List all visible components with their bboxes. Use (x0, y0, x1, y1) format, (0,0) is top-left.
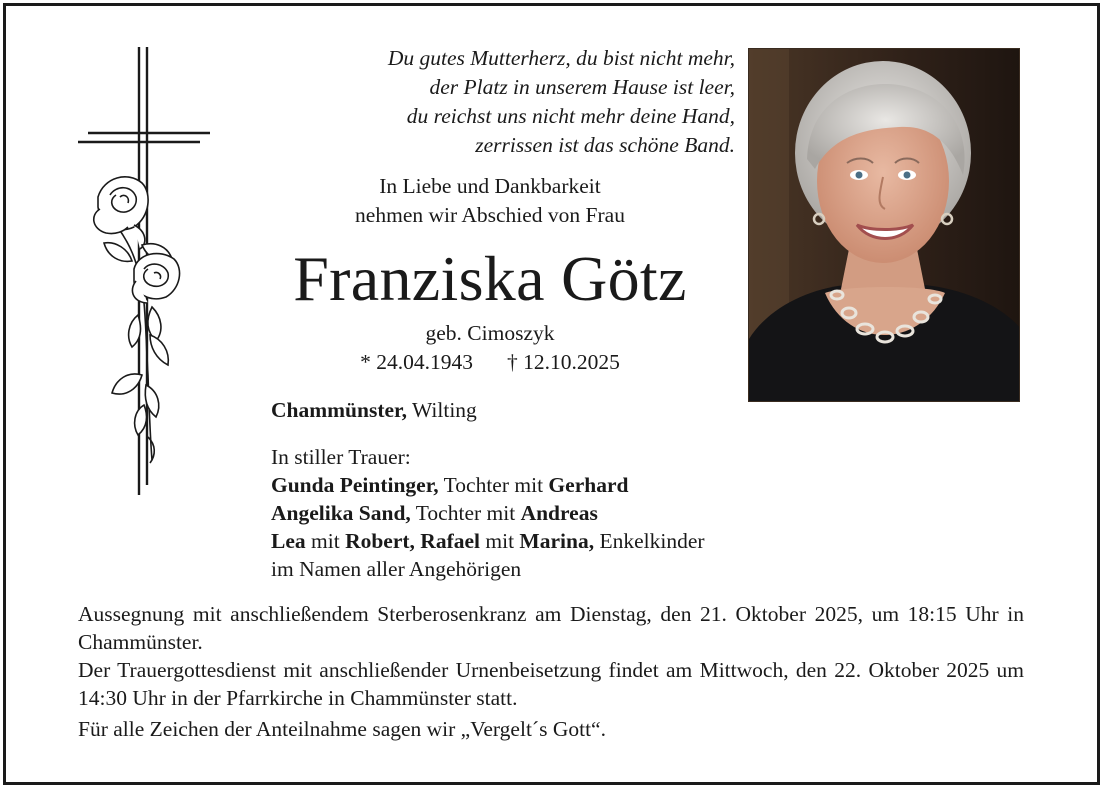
funeral-notice: Der Trauergottesdienst mit anschließender Urnenbeisetzung findet am Mittwoch, den 22. Oktober 2025 um 14:30 Uhr in der Pfarrkirche in Chammünster statt. (78, 658, 1024, 710)
mourner-connector: mit (480, 529, 520, 553)
mourner-name: Gunda Peintinger, (271, 473, 439, 497)
mourner-relation: Enkelkinder (594, 529, 705, 553)
intro-line: In Liebe und Dankbarkeit (379, 174, 601, 198)
poem-line: du reichst uns nicht mehr deine Hand, (406, 104, 735, 128)
mourner-name: Lea (271, 529, 306, 553)
poem-line: der Platz in unserem Hause ist leer, (429, 75, 735, 99)
mourner-row (271, 471, 871, 499)
poem-line: Du gutes Mutterherz, du bist nicht mehr, (387, 46, 735, 70)
mourner-relation: Tochter mit (438, 473, 549, 497)
poem (215, 44, 735, 160)
mourner-row (271, 527, 871, 555)
portrait-image (749, 49, 1020, 402)
poem-line: zerrissen ist das schöne Band. (475, 133, 735, 157)
life-dates (270, 348, 710, 377)
mourners-heading: In stiller Trauer: (271, 445, 411, 469)
birth-name: geb. Cimoszyk (425, 321, 555, 345)
service-details (78, 600, 1024, 743)
cross-with-roses-icon (76, 45, 216, 500)
thanks-notice: Für alle Zeichen der Anteilnahme sagen wir „Vergelt´s Gott“. (78, 717, 606, 741)
mourner-name: Angelika Sand, (271, 501, 411, 525)
mourners-list (271, 443, 871, 583)
portrait-photo (748, 48, 1020, 402)
mourners-closing: im Namen aller Angehörigen (271, 557, 522, 581)
mourner-partner: Gerhard (548, 473, 629, 497)
birth-date: * 24.04.1943 (360, 350, 473, 374)
place-secondary: Wilting (406, 398, 477, 422)
mourner-row (271, 499, 871, 527)
blessing-notice: Aussegnung mit anschließendem Sterberosenkranz am Dienstag, den 21. Oktober 2025, um 18:15 Uhr in Chammünster. (78, 602, 1024, 654)
place-primary: Chammünster, (271, 398, 407, 422)
mourner-name: Marina, (519, 529, 595, 553)
mourner-name: Robert, Rafael (345, 529, 480, 553)
intro-line: nehmen wir Abschied von Frau (355, 203, 625, 227)
intro-text (270, 172, 710, 230)
mourner-connector: mit (305, 529, 346, 553)
mourner-partner: Andreas (520, 501, 598, 525)
mourner-relation: Tochter mit (410, 501, 521, 525)
place-of-residence (271, 396, 477, 425)
deceased-name: Franziska Götz (293, 243, 687, 314)
death-date: † 12.10.2025 (507, 350, 620, 374)
